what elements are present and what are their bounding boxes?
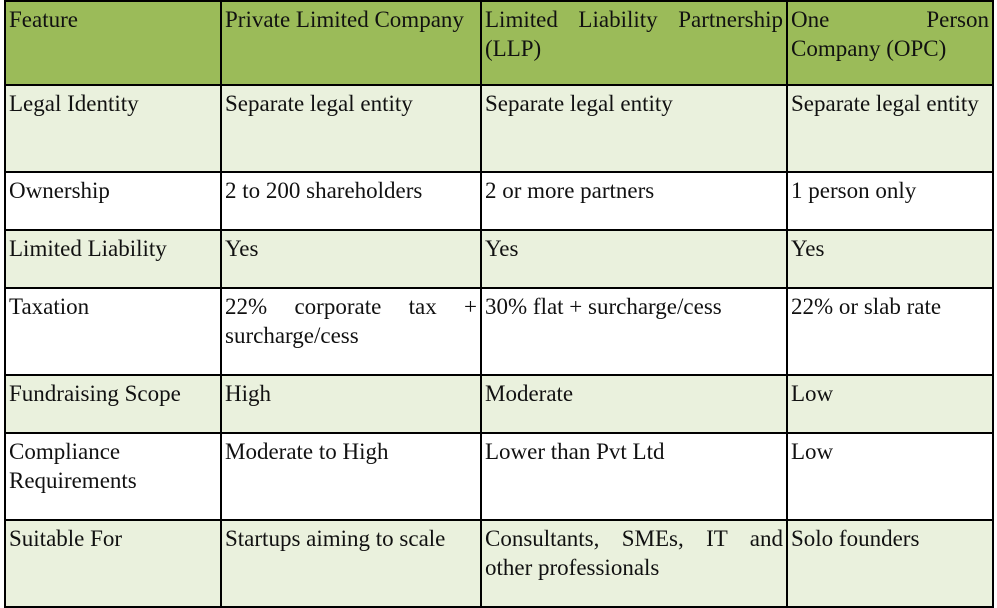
table-row — [5, 172, 993, 230]
feature-cell: Ownership — [5, 172, 221, 230]
table-row — [5, 433, 993, 520]
table-cell: 2 or more partners — [481, 172, 787, 230]
table-row — [5, 288, 993, 375]
table-row — [5, 375, 993, 433]
table-cell: Low — [787, 375, 993, 433]
feature-cell: Legal Identity — [5, 85, 221, 172]
table-row — [5, 85, 993, 172]
table-cell: Moderate — [481, 375, 787, 433]
header-cell-feature: Feature — [5, 1, 221, 85]
header-cell-private-limited: Private Limited Company — [221, 1, 481, 85]
table-cell: Separate legal entity — [787, 85, 993, 172]
feature-cell: Suitable For — [5, 520, 221, 607]
table-cell: Moderate to High — [221, 433, 481, 520]
feature-cell: Taxation — [5, 288, 221, 375]
table-row — [5, 230, 993, 288]
feature-cell: Limited Liability — [5, 230, 221, 288]
table-cell: Lower than Pvt Ltd — [481, 433, 787, 520]
table-cell: 2 to 200 shareholders — [221, 172, 481, 230]
table-cell: 22% corporate tax + surcharge/cess — [221, 288, 481, 375]
comparison-table — [4, 0, 994, 608]
table-cell: Startups aiming to scale — [221, 520, 481, 607]
header-cell-opc: One Person Company (OPC) — [787, 1, 993, 85]
table-cell: Solo founders — [787, 520, 993, 607]
table-cell: Yes — [221, 230, 481, 288]
table-cell: High — [221, 375, 481, 433]
table-cell: Yes — [481, 230, 787, 288]
feature-cell: Compliance Requirements — [5, 433, 221, 520]
table-cell: Separate legal entity — [481, 85, 787, 172]
feature-cell: Fundraising Scope — [5, 375, 221, 433]
table-cell: Consultants, SMEs, IT and other professionals — [481, 520, 787, 607]
table-cell: 1 person only — [787, 172, 993, 230]
header-cell-llp: Limited Liability Partnership (LLP) — [481, 1, 787, 85]
table-row — [5, 520, 993, 607]
table-header-row — [5, 1, 993, 85]
table-cell: 22% or slab rate — [787, 288, 993, 375]
table-cell: 30% flat + surcharge/cess — [481, 288, 787, 375]
table-cell: Yes — [787, 230, 993, 288]
table-cell: Low — [787, 433, 993, 520]
table-cell: Separate legal entity — [221, 85, 481, 172]
